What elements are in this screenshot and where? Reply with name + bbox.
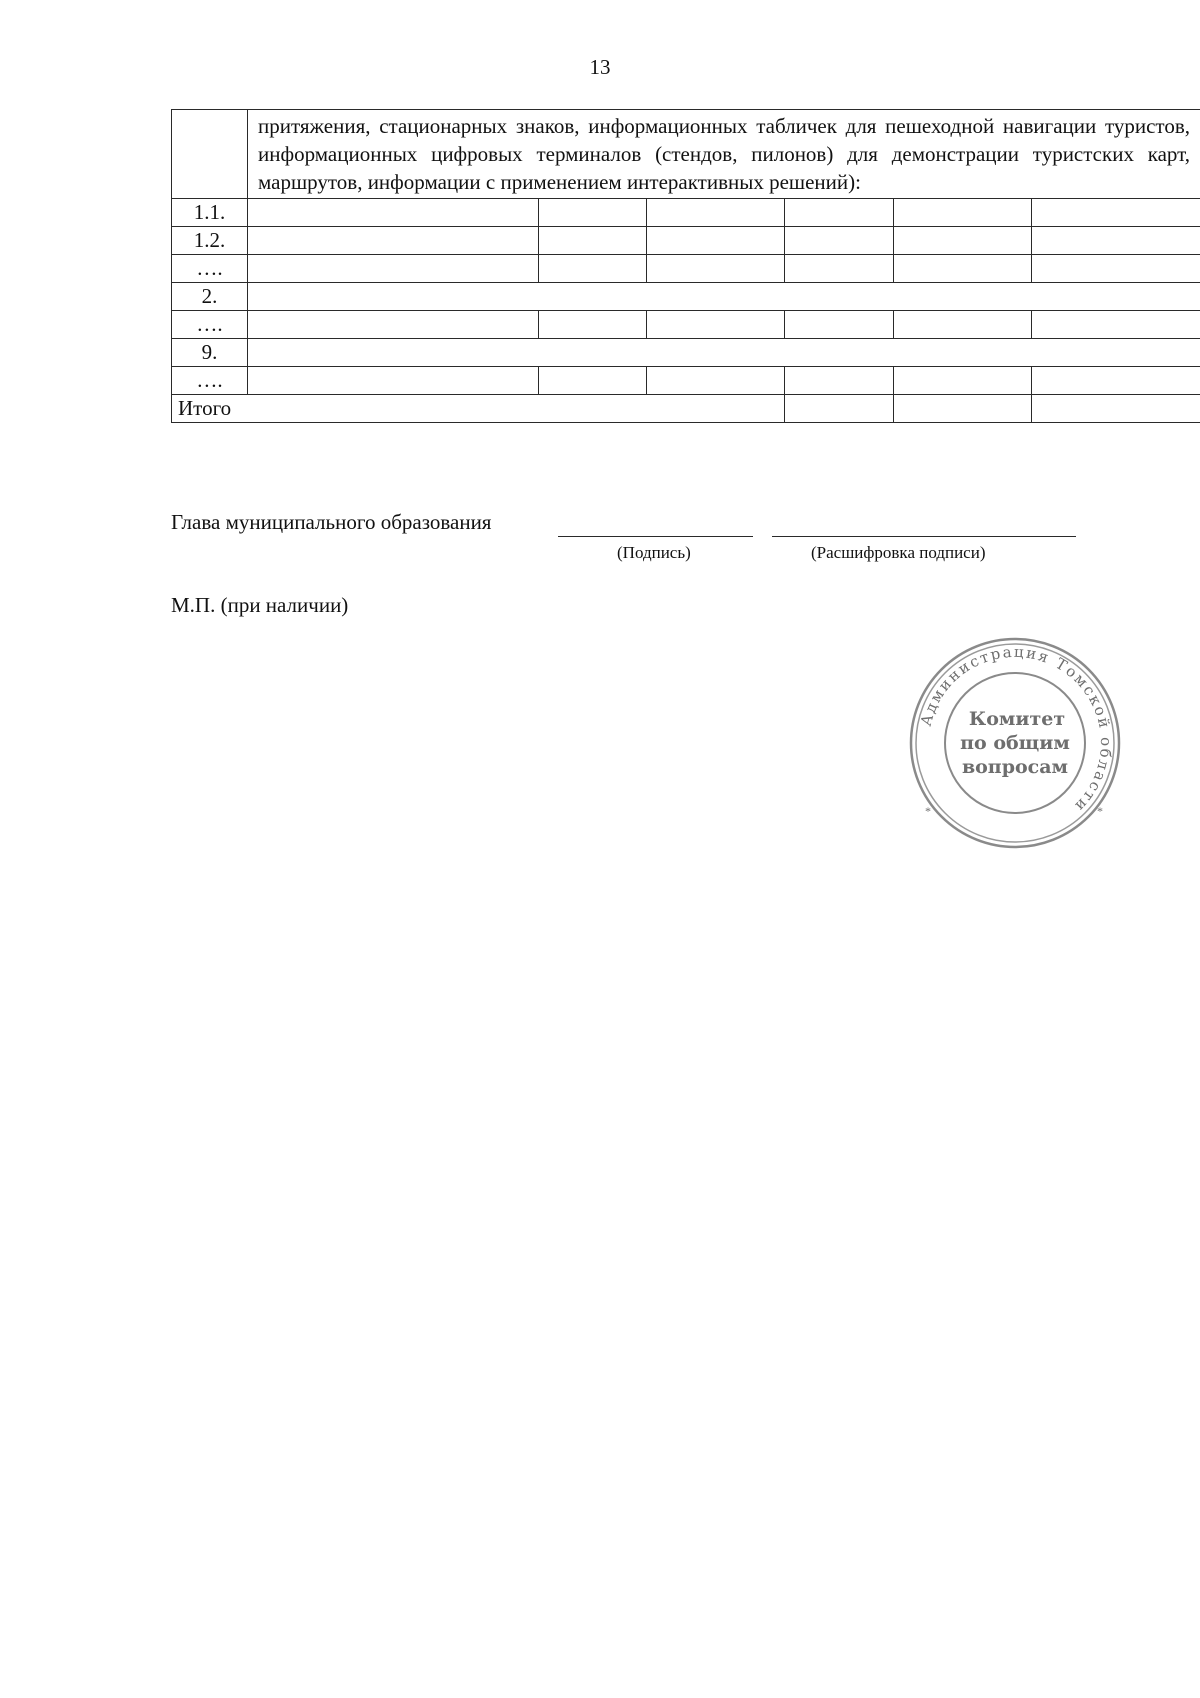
signature-line xyxy=(558,536,753,537)
total-label: Итого xyxy=(172,395,785,423)
signature-caption: (Подпись) xyxy=(617,543,691,562)
row-number: …. xyxy=(172,367,248,395)
table-cell xyxy=(1031,311,1200,339)
official-seal xyxy=(905,633,1125,853)
table-cell xyxy=(539,227,647,255)
table-row xyxy=(172,367,1200,395)
table-cell xyxy=(248,311,539,339)
row-number: 1.2. xyxy=(172,227,248,255)
table-cell xyxy=(539,367,647,395)
row-number: …. xyxy=(172,255,248,283)
stamp-note: М.П. (при наличии) xyxy=(171,593,349,617)
table-row xyxy=(172,339,1200,367)
signature-label: Глава муниципального образования xyxy=(171,510,492,534)
table-cell xyxy=(647,227,785,255)
table-cell xyxy=(647,367,785,395)
table-cell xyxy=(785,227,893,255)
table-cell xyxy=(893,199,1031,227)
row-number: 9. xyxy=(172,339,248,367)
table-cell xyxy=(539,255,647,283)
table-row xyxy=(172,311,1200,339)
table-cell xyxy=(785,255,893,283)
signature-decoding-line xyxy=(772,536,1076,537)
table-header-row xyxy=(172,110,1200,199)
table-cell-merged xyxy=(248,339,1200,367)
table-cell xyxy=(893,367,1031,395)
seal-line-2: по общим xyxy=(960,732,1070,754)
seal-star: * xyxy=(1097,804,1103,818)
table-cell xyxy=(647,255,785,283)
table-row xyxy=(172,255,1200,283)
signature-decoding-caption: (Расшифровка подписи) xyxy=(811,543,986,562)
table-cell xyxy=(539,199,647,227)
table-cell xyxy=(893,227,1031,255)
table-cell xyxy=(539,311,647,339)
header-text-cell: притяжения, стационарных знаков, информационных табличек для пешеходной навигации туристов, информационных цифровых терминалов (стендов, пилонов) для демонстрации туристских карт, маршрутов, информации с применением интерактивных решений): xyxy=(248,110,1200,199)
table-row xyxy=(172,227,1200,255)
table-cell-merged xyxy=(248,283,1200,311)
table-cell xyxy=(1031,199,1200,227)
table-cell xyxy=(1031,367,1200,395)
seal-line-1: Комитет xyxy=(968,708,1066,730)
table-cell xyxy=(1031,255,1200,283)
row-number: 2. xyxy=(172,283,248,311)
table-cell xyxy=(785,395,893,423)
table-cell xyxy=(248,255,539,283)
table-total-row xyxy=(172,395,1200,423)
table-cell xyxy=(785,199,893,227)
page-number: 13 xyxy=(589,55,611,79)
table-cell xyxy=(785,367,893,395)
table-cell xyxy=(785,311,893,339)
seal-ring-text: Администрация Томской области xyxy=(916,642,1116,817)
seal-line-3: вопросам xyxy=(961,756,1069,778)
table-cell xyxy=(1031,227,1200,255)
table-cell xyxy=(248,367,539,395)
table-row xyxy=(172,199,1200,227)
table-cell xyxy=(248,199,539,227)
table-cell xyxy=(893,395,1031,423)
table-cell xyxy=(893,311,1031,339)
form-table xyxy=(171,109,1200,423)
table-cell xyxy=(1031,395,1200,423)
table-cell xyxy=(647,311,785,339)
table-row xyxy=(172,283,1200,311)
table-cell xyxy=(248,227,539,255)
table-cell xyxy=(647,199,785,227)
seal-star: * xyxy=(925,804,931,818)
row-number: 1.1. xyxy=(172,199,248,227)
header-number-cell xyxy=(172,110,248,199)
row-number: …. xyxy=(172,311,248,339)
table-cell xyxy=(893,255,1031,283)
